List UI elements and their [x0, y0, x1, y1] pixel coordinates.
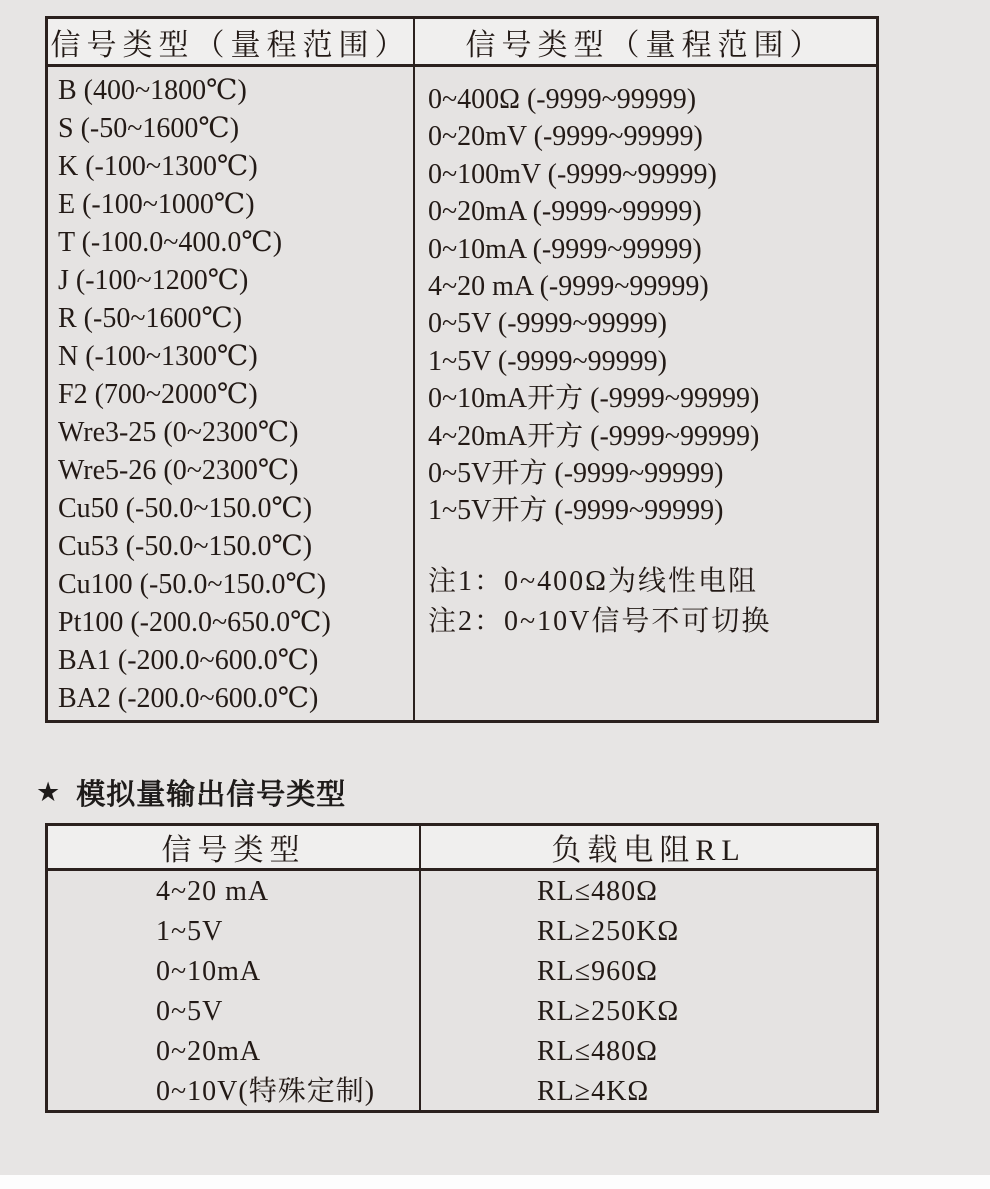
linear-signal-column — [415, 67, 876, 720]
signal-range-item: F2 (700~2000℃) — [58, 379, 258, 410]
signal-range-item: BA1 (-200.0~600.0℃) — [58, 645, 319, 676]
signal-range-item: K (-100~1300℃) — [58, 151, 258, 182]
signal-range-item: S (-50~1600℃) — [58, 113, 240, 144]
header-load-resistance: 负载电阻RL — [551, 834, 746, 867]
signal-range-item: T (-100.0~400.0℃) — [58, 227, 283, 258]
load-resistance-item: RL≤480Ω — [537, 876, 658, 907]
analog-output-table-body — [48, 871, 876, 1112]
signal-range-item: 1~5V (-9999~99999) — [428, 345, 667, 377]
output-signal-list — [48, 871, 419, 1112]
thermocouple-signal-list — [48, 67, 413, 718]
signal-range-table-header — [48, 19, 876, 67]
table-notes — [415, 530, 876, 642]
signal-range-item: 0~5V (-9999~99999) — [428, 308, 667, 340]
header-signal-type: 信号类型 — [48, 826, 421, 868]
signal-range-item: J (-100~1200℃) — [58, 265, 249, 296]
signal-range-item: 0~20mV (-9999~99999) — [428, 121, 703, 153]
signal-range-item: Pt100 (-200.0~650.0℃) — [58, 607, 331, 638]
linear-signal-list — [415, 67, 876, 530]
load-resistance-item: RL≥250KΩ — [537, 996, 680, 1027]
note-1: 注1：0~400Ω为线性电阻 — [428, 565, 758, 597]
analog-output-heading-label: 模拟量输出信号类型 — [76, 778, 347, 811]
signal-range-item: Cu53 (-50.0~150.0℃) — [58, 531, 313, 562]
signal-range-item: E (-100~1000℃) — [58, 189, 255, 220]
signal-range-item: Wre3-25 (0~2300℃) — [58, 417, 299, 448]
header-signal-type-left: 信号类型（量程范围） — [48, 19, 415, 64]
analog-output-table — [45, 823, 879, 1113]
signal-range-table — [45, 16, 879, 723]
signal-range-item: 0~20mA (-9999~99999) — [428, 196, 702, 228]
star-icon: ★ — [36, 776, 62, 807]
signal-range-item: 1~5V开方 (-9999~99999) — [428, 495, 724, 527]
signal-range-item: N (-100~1300℃) — [58, 341, 258, 372]
signal-range-item: 4~20 mA (-9999~99999) — [428, 271, 709, 303]
load-resistance-item: RL≤480Ω — [537, 1036, 658, 1067]
output-signal-column — [48, 871, 421, 1112]
thermocouple-signal-column — [48, 67, 415, 720]
signal-range-item: Cu50 (-50.0~150.0℃) — [58, 493, 313, 524]
signal-range-item: 0~5V开方 (-9999~99999) — [428, 458, 724, 490]
output-signal-item: 4~20 mA — [156, 876, 270, 907]
analog-output-table-header — [48, 826, 876, 871]
signal-range-item: 4~20mA开方 (-9999~99999) — [428, 420, 760, 452]
load-resistance-item: RL≤960Ω — [537, 956, 658, 987]
header-signal-type-right: 信号类型（量程范围） — [465, 28, 826, 62]
signal-range-item: R (-50~1600℃) — [58, 303, 243, 334]
signal-range-table-body — [48, 67, 876, 720]
load-resistance-item: RL≥250KΩ — [537, 916, 680, 947]
signal-range-item: 0~400Ω (-9999~99999) — [428, 84, 697, 115]
page-bottom-margin — [0, 1175, 990, 1189]
signal-range-item: 0~10mA (-9999~99999) — [428, 233, 702, 265]
load-resistance-item: RL≥4KΩ — [537, 1076, 650, 1107]
signal-range-item: BA2 (-200.0~600.0℃) — [58, 683, 319, 714]
signal-range-item: B (400~1800℃) — [58, 75, 247, 106]
signal-range-item: 0~10mA开方 (-9999~99999) — [428, 383, 760, 415]
signal-range-item: Cu100 (-50.0~150.0℃) — [58, 569, 327, 600]
signal-range-item: 0~100mV (-9999~99999) — [428, 158, 717, 190]
load-resistance-list — [421, 871, 876, 1112]
load-resistance-column — [421, 871, 876, 1112]
output-signal-item: 0~20mA — [156, 1036, 262, 1067]
note-2: 注2：0~10V信号不可切换 — [428, 605, 772, 637]
output-signal-item: 1~5V — [156, 916, 224, 947]
analog-output-heading — [36, 774, 346, 810]
signal-range-item: Wre5-26 (0~2300℃) — [58, 455, 299, 486]
output-signal-item: 0~10V(特殊定制) — [156, 1076, 376, 1107]
output-signal-item: 0~5V — [156, 996, 224, 1027]
output-signal-item: 0~10mA — [156, 956, 262, 987]
